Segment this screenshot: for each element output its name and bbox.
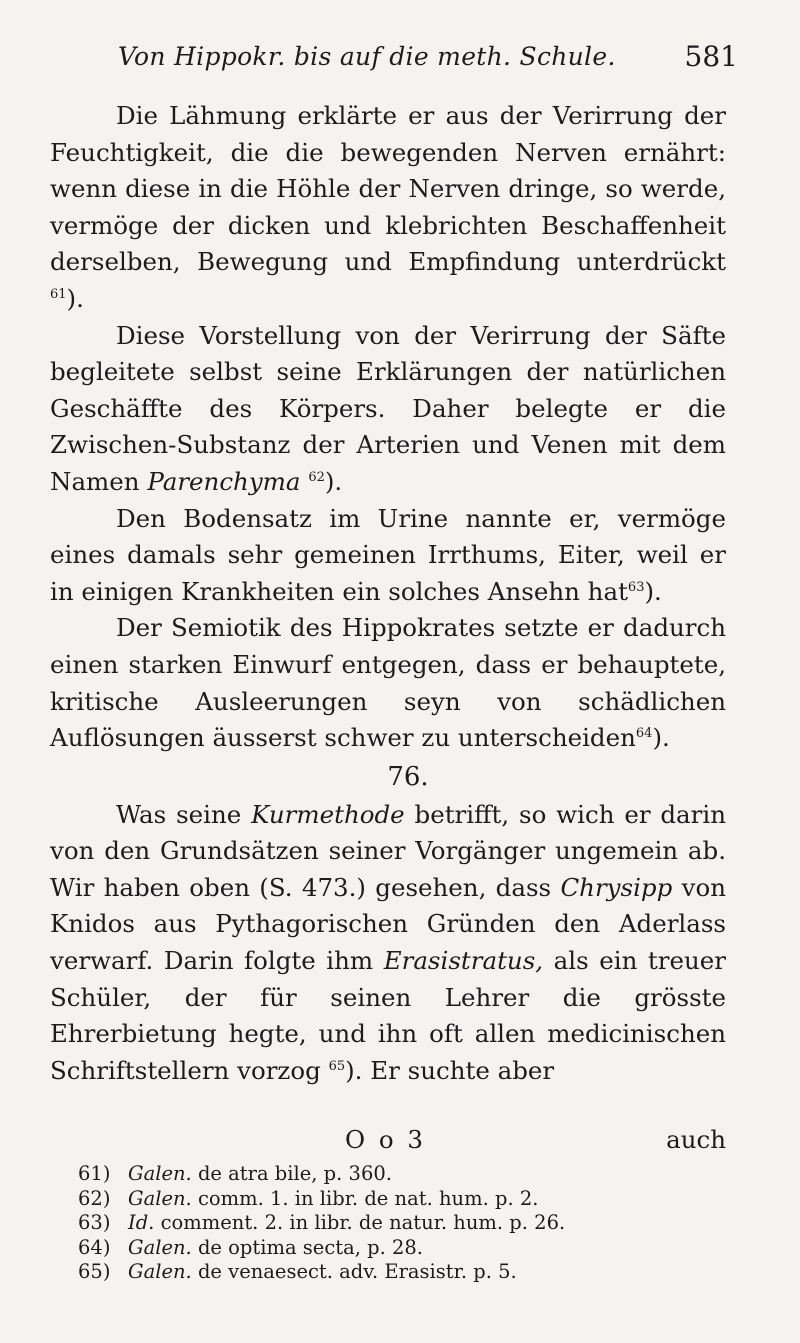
paragraph-tail: ). <box>66 283 84 313</box>
paragraph-paralysis <box>50 98 726 318</box>
paragraph-semiotics <box>50 610 726 756</box>
catchword: auch <box>666 1125 726 1154</box>
footnote-item <box>78 1236 718 1261</box>
footnote-number: 64) <box>78 1235 111 1259</box>
paragraph-tail: ). <box>644 576 662 606</box>
paragraph-text: Diese Vorstellung von der Verirrung der Säfte begleitete selbst seine Erklärungen der natürlichen Geschäffte des Körpers. Daher belegte er die Zwischen-Substanz der Arterien und Venen mit dem Namen <box>50 320 726 496</box>
footnote-item <box>78 1211 718 1236</box>
paragraph-text: ). Er suchte aber <box>345 1055 555 1085</box>
footnote-text: comm. 1. in libr. de nat. hum. p. 2. <box>197 1186 539 1210</box>
paragraph-text: Die Lähmung erklärte er aus der Verirrung der Feuchtigkeit, die die bewegenden Nerven ernährt: wenn diese in die Höhle der Nerven dringe, so werde, vermöge der dicken und klebrichten Beschaffenheit derselben, Bewegung und Empfindung unterdrückt <box>50 101 726 277</box>
italic-name: Erasistratus, <box>383 946 544 976</box>
paragraph-parenchyma <box>50 318 726 501</box>
paragraph-text: Was seine <box>116 799 242 829</box>
footnote-ref: 64 <box>635 725 653 741</box>
running-header <box>118 40 738 84</box>
footnote-ref: 65 <box>328 1058 346 1074</box>
page-number: 581 <box>684 40 738 73</box>
footnote-author: Galen. <box>128 1162 192 1185</box>
footnote-number: 61) <box>78 1162 111 1185</box>
footnote-ref: 61 <box>50 286 67 302</box>
footnote-text: comment. 2. in libr. de natur. hum. p. 26. <box>160 1211 566 1234</box>
paragraph-text: Der Semiotik des Hippokrates setzte er dadurch einen starken Einwurf entgegen, dass er behauptete, kritische Ausleerungen seyn von schädlichen Auflösungen äusserst schwer zu unterscheiden <box>50 613 726 753</box>
footnote-ref: 63 <box>627 579 645 595</box>
footnote-text: de atra bile, p. 360. <box>197 1162 392 1185</box>
footnote-author: Galen. <box>128 1186 192 1210</box>
section-number: 76. <box>387 761 429 792</box>
italic-term: Kurmethode <box>251 799 405 829</box>
paragraph-text: von Knidos aus Pythagorischen Gründen den Aderlass verwarf. Darin folgte ihm <box>50 872 726 976</box>
footnotes <box>78 1162 718 1285</box>
footnote-number: 62) <box>78 1186 111 1210</box>
footnote-ref: 62 <box>308 469 325 485</box>
paragraph-kurmethode <box>50 797 726 1090</box>
footnote-author: Galen. <box>128 1260 192 1283</box>
italic-name: Chrysipp <box>560 872 673 902</box>
paragraph-text: betrifft, so wich er darin von den Grundsätzen seiner Vorgänger ungemein ab. Wir haben oben (S. 473.) gesehen, dass <box>50 799 726 902</box>
paragraph-urine <box>50 501 726 611</box>
footnote-number: 65) <box>78 1260 111 1283</box>
signature-row <box>50 1102 726 1154</box>
footnote-item <box>78 1187 718 1212</box>
footnote-author: Galen. <box>128 1235 192 1259</box>
paragraph-tail: ). <box>652 723 670 753</box>
footnote-item <box>78 1162 718 1187</box>
footnote-author: Id. <box>128 1211 155 1234</box>
footnote-text: de optima secta, p. 28. <box>197 1235 424 1259</box>
running-title: Von Hippokr. bis auf die meth. Schule. <box>118 42 616 71</box>
footnote-number: 63) <box>78 1211 111 1234</box>
paragraph-tail: ). <box>324 466 343 496</box>
body-text <box>50 98 726 1089</box>
paragraph-text: als ein treuer Schüler, der für seinen Lehrer die grösste Ehrerbietung hegte, und ihn oft allen medicinischen Schriftstellern vorzog <box>50 946 726 1085</box>
paragraph-text: Den Bodensatz im Urine nannte er, vermöge eines damals sehr gemeinen Irrthums, Eiter, weil er in einigen Krankheiten ein solches Ansehn hat <box>50 503 726 606</box>
footnote-text: de venaesect. adv. Erasistr. p. 5. <box>197 1260 517 1283</box>
footnote-item <box>78 1260 718 1285</box>
signature-mark: O o 3 <box>345 1125 426 1154</box>
italic-term: Parenchyma <box>147 466 301 496</box>
